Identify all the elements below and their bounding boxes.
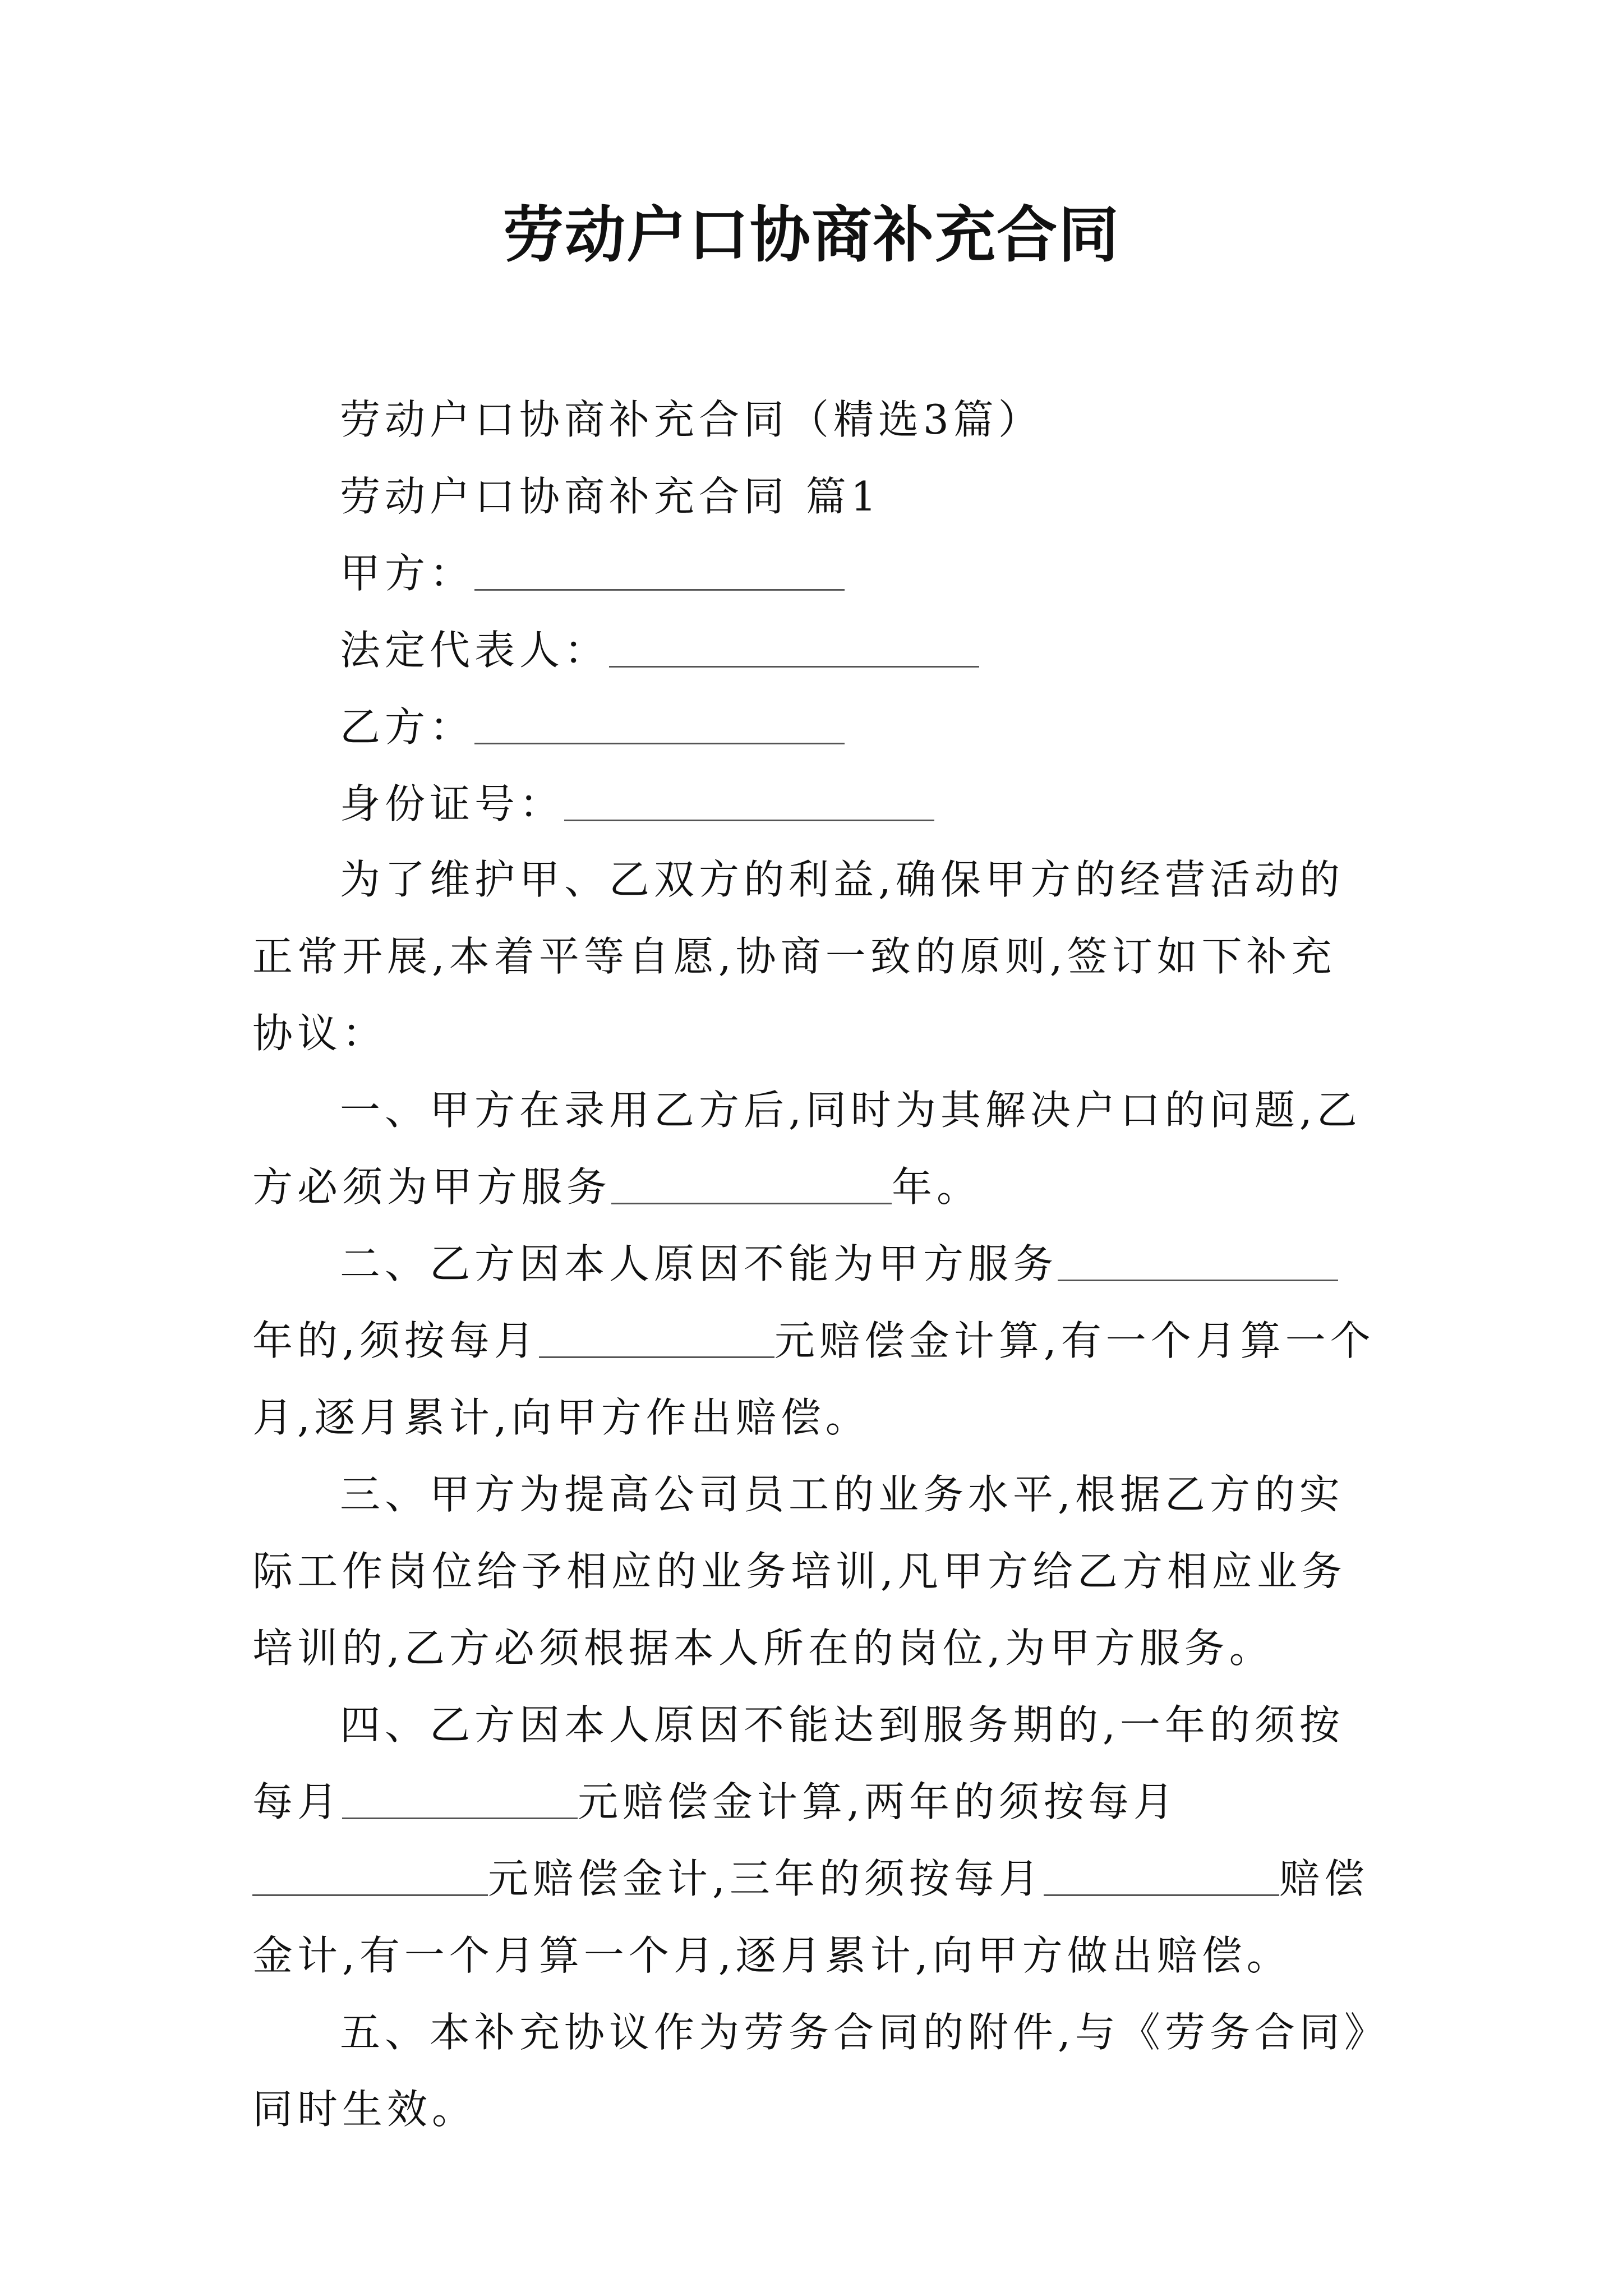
clause-1 [252, 1072, 1380, 1226]
blank-line [539, 1316, 774, 1358]
clause-3: 三、甲方为提高公司员工的业务水平,根据乙方的实际工作岗位给予相应的业务培训,凡甲方给乙方相应业务培训的,乙方必须根据本人所在的岗位,为甲方服务。 [252, 1471, 1347, 1672]
clause-text: 元赔偿金计算,两年的须按每月 [578, 1778, 1178, 1825]
clause-text: 元赔偿金计算,有一个月算一个月,逐月累计,向甲方作出赔偿。 [252, 1317, 1375, 1441]
field-party-b [252, 689, 1380, 766]
clause-text: 一、甲方在录用乙方后,同时为其解决户口的问题,乙方必须为甲方服务 [252, 1087, 1362, 1211]
blank-line [342, 1777, 578, 1819]
blank-line [611, 1162, 892, 1204]
blank-line [474, 549, 845, 591]
blank-line [1044, 1854, 1279, 1896]
clause-4 [252, 1687, 1380, 1994]
subtitle: 劳动户口协商补充合同（精选3篇） [340, 396, 1043, 443]
field-id-number [252, 766, 1380, 843]
field-label: 甲方： [340, 550, 475, 597]
blank-line [609, 625, 979, 668]
section-heading: 劳动户口协商补充合同 篇1 [340, 473, 881, 520]
contract-text [252, 841, 1380, 2148]
clause-text: 年。 [892, 1163, 982, 1211]
clause-text: 四、乙方因本人原因不能达到服务期的,一年的须按每月 [252, 1701, 1344, 1825]
blank-line [564, 779, 934, 821]
field-legal-representative [252, 612, 1380, 689]
clause-text: 元赔偿金计,三年的须按每月 [488, 1855, 1044, 1902]
clause-text: 赔偿金计,有一个月算一个月,逐月累计,向甲方做出赔偿。 [252, 1855, 1369, 1979]
document-title: 劳动户口协商补充合同 [502, 200, 1120, 270]
field-label: 法定代表人： [340, 627, 610, 674]
blank-line [1058, 1239, 1338, 1281]
clause-5: 五、本补充协议作为劳务合同的附件,与《劳务合同》同时生效。 [252, 2009, 1369, 2133]
field-party-a [252, 535, 1380, 612]
blank-line [474, 702, 845, 744]
clause-2 [252, 1226, 1380, 1456]
field-label: 身份证号： [340, 780, 565, 827]
blank-line [252, 1854, 488, 1896]
field-label: 乙方： [340, 703, 475, 751]
intro-paragraph: 为了维护甲、乙双方的利益,确保甲方的经营活动的正常开展,本着平等自愿,协商一致的原则,签订如下补充协议： [252, 856, 1344, 1057]
document-body [252, 381, 1380, 843]
clause-text: 年的,须按每月 [252, 1317, 539, 1364]
clause-text: 二、乙方因本人原因不能为甲方服务 [340, 1240, 1058, 1287]
